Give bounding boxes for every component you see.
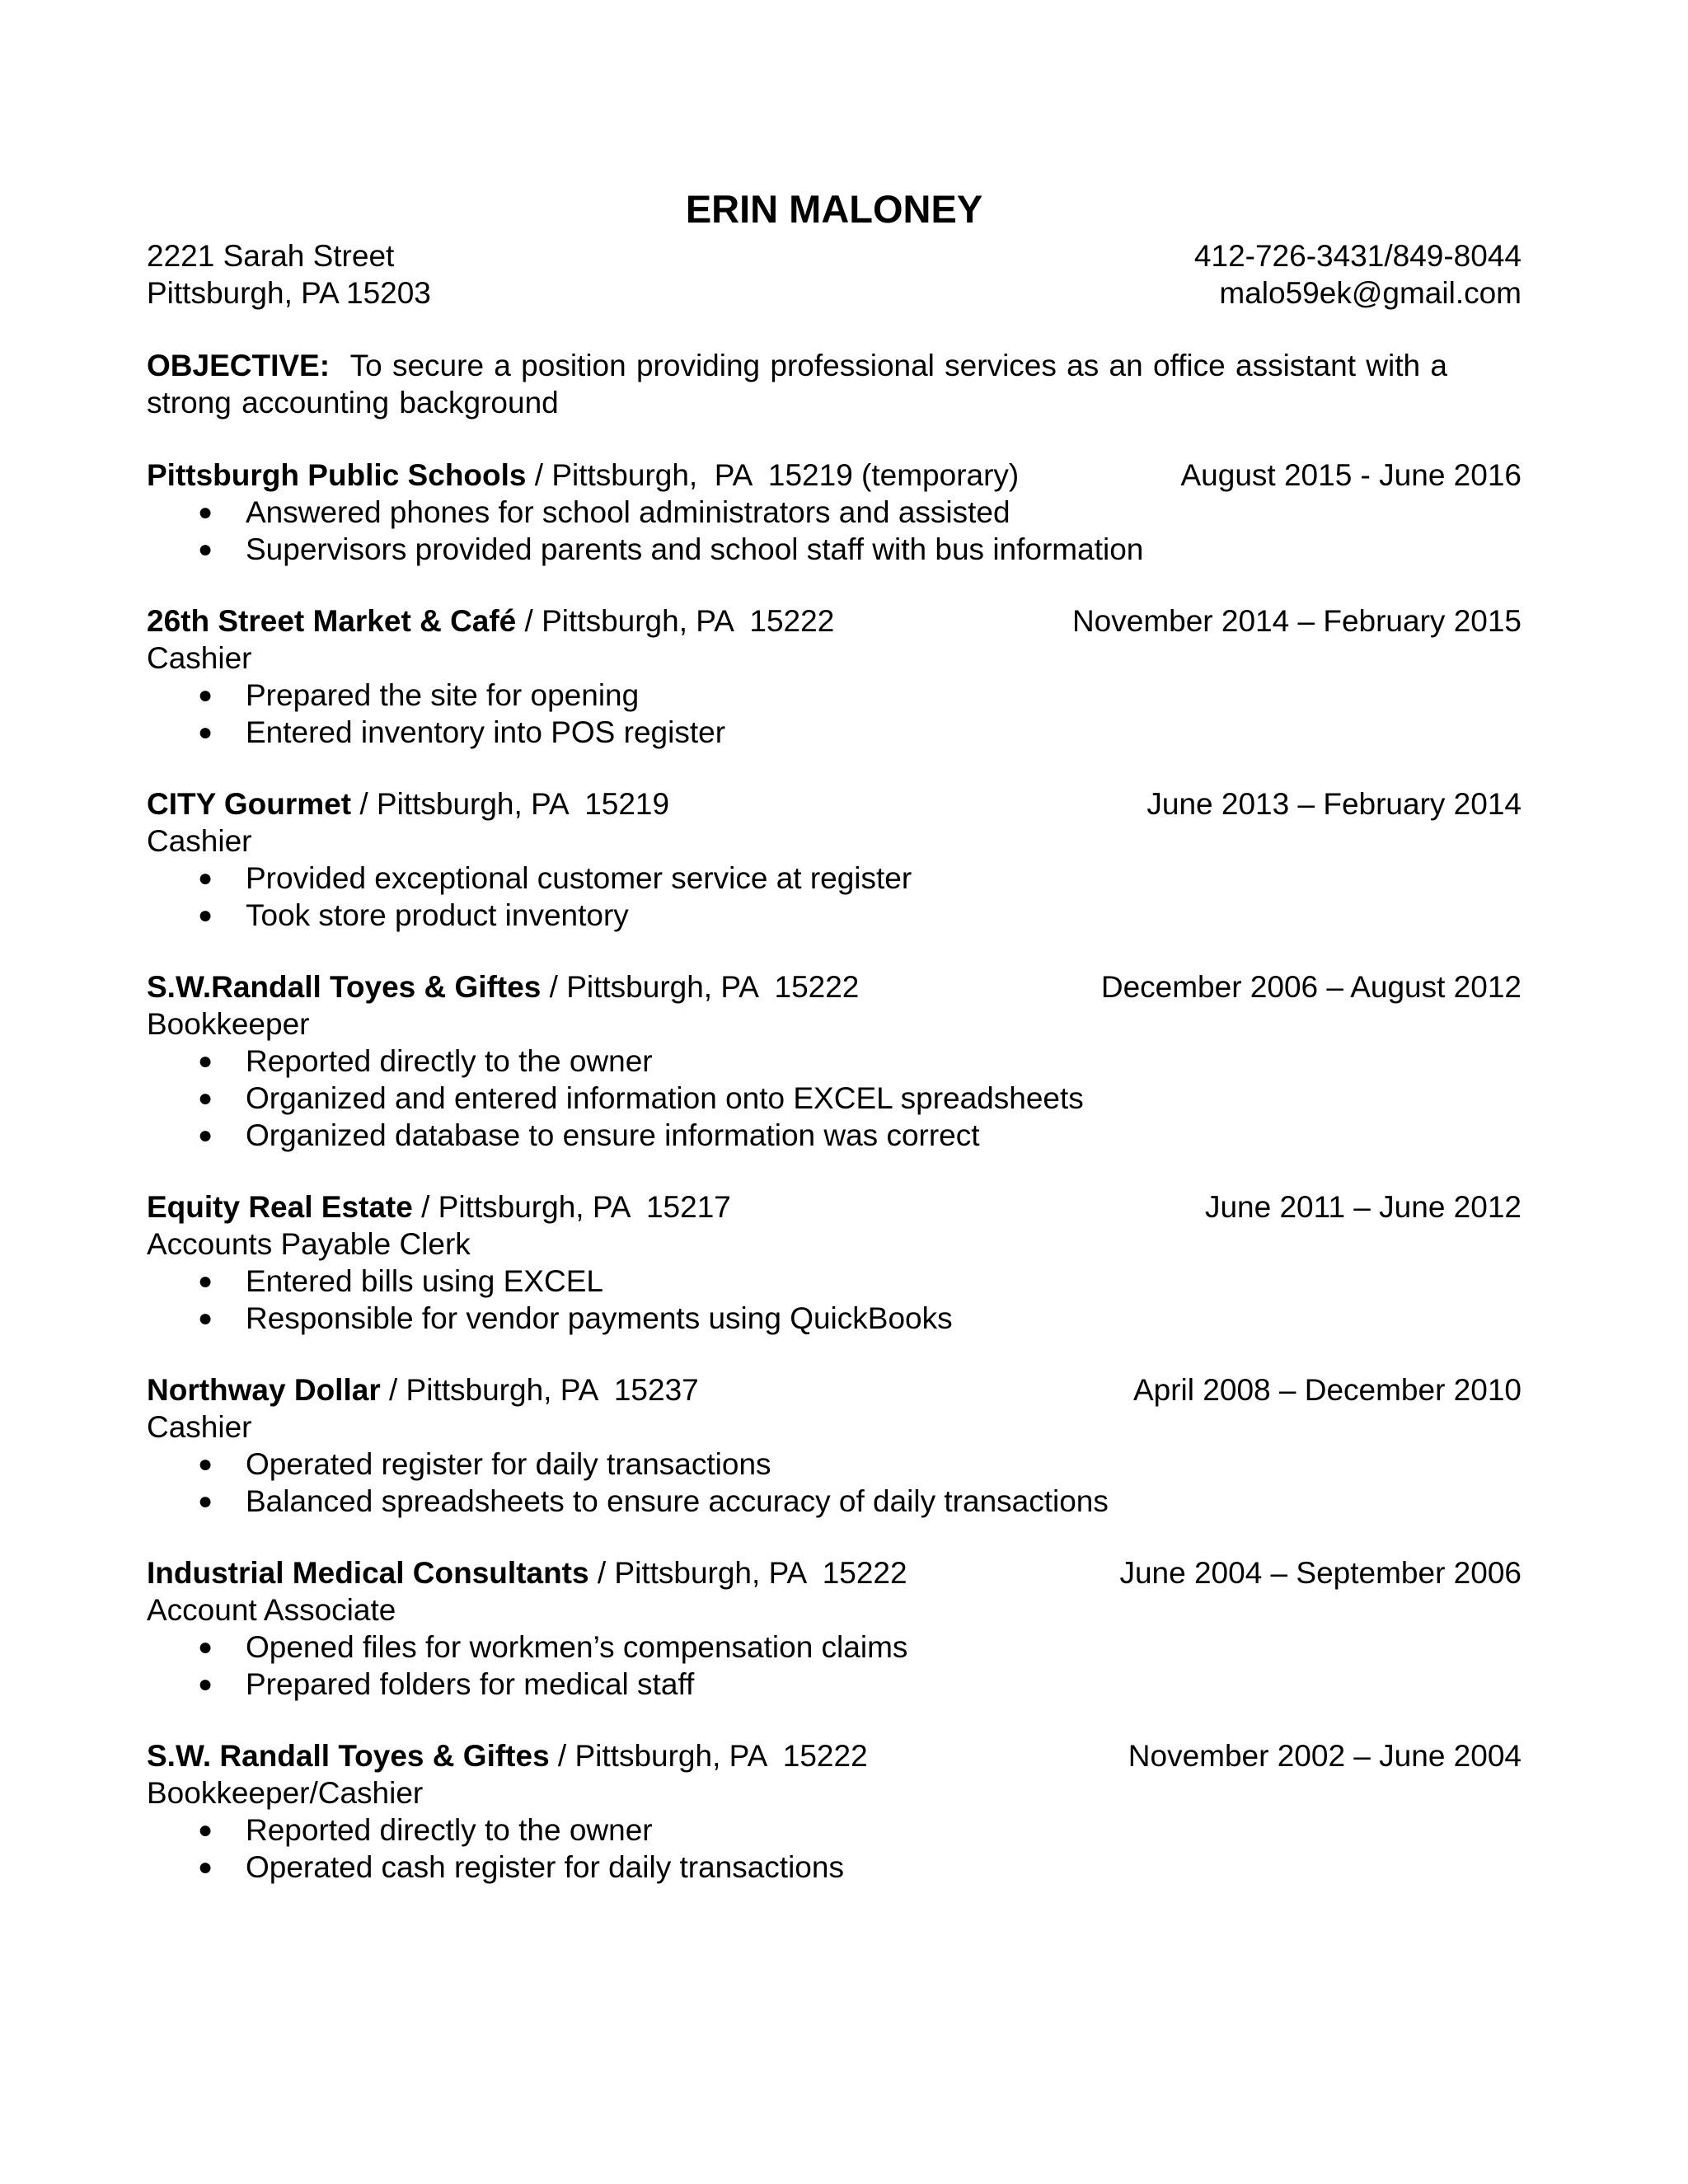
job-header [147,968,1522,1005]
job-duties [147,1263,1522,1337]
job-header [147,1737,1522,1774]
job-employer [147,1188,731,1226]
resume-page [147,188,1522,1886]
job-title: Cashier [147,824,252,858]
duty-item [147,1849,1522,1886]
job-header [147,457,1522,494]
duty-text: Provided exceptional customer service at register [246,861,912,895]
job-header [147,1554,1522,1591]
duty-item [147,531,1522,568]
job-employer [147,1737,868,1774]
job-duties [147,1043,1522,1154]
job-entry [147,785,1522,934]
job-duties [147,494,1522,568]
duty-item [147,860,1522,897]
resume-name: ERIN MALONEY [685,187,983,231]
duty-item [147,1043,1522,1080]
bullet-icon: ● [198,499,213,526]
duty-item [147,1629,1522,1666]
bullet-icon: ● [198,1305,213,1332]
objective-section [147,347,1522,421]
job-dates: November 2014 – February 2015 [1071,604,1522,638]
job-duties [147,1629,1522,1703]
company-location: / Pittsburgh, PA 15219 [351,787,670,821]
phone-number: 412-726-3431/849-8044 [1193,239,1522,273]
duty-text: Reported directly to the owner [246,1044,653,1078]
duty-text: Organized and entered information onto EXCEL spreadsheets [246,1081,1084,1115]
job-employer [147,457,1019,494]
company-name: Industrial Medical Consultants [147,1556,589,1590]
duty-text: Operated register for daily transactions [246,1447,771,1481]
job-dates: April 2008 – December 2010 [1132,1373,1522,1407]
duty-text: Operated cash register for daily transactions [246,1850,844,1884]
duty-text: Responsible for vendor payments using QuickBooks [246,1301,953,1335]
bullet-icon: ● [198,1671,213,1698]
experience-list [147,457,1522,1886]
company-location: / Pittsburgh, PA 15217 [412,1190,731,1224]
job-duties [147,860,1522,934]
bullet-icon: ● [198,1633,213,1661]
duty-text: Entered bills using EXCEL [246,1264,603,1298]
email-address: malo59ek@gmail.com [1219,276,1522,310]
bullet-icon: ● [198,1488,213,1515]
bullet-icon: ● [198,902,213,929]
job-entry [147,968,1522,1154]
duty-item [147,1300,1522,1337]
duty-text: Opened files for workmen’s compensation claims [246,1630,908,1664]
company-name: S.W. Randall Toyes & Giftes [147,1739,550,1773]
job-employer [147,602,834,640]
duty-item [147,494,1522,531]
duty-text: Prepared the site for opening [246,678,640,712]
objective-text: To secure a position providing professional services as an office assistant with a strong accounting background [147,349,1447,419]
duty-item [147,714,1522,751]
job-header [147,1188,1522,1226]
job-dates: August 2015 - June 2016 [1180,458,1522,492]
job-dates: December 2006 – August 2012 [1100,970,1522,1004]
job-duties [147,1811,1522,1886]
bullet-icon: ● [198,1451,213,1478]
duty-text: Prepared folders for medical staff [246,1667,695,1701]
duty-text: Took store product inventory [246,898,629,932]
job-entry [147,1737,1522,1886]
job-entry [147,1554,1522,1703]
bullet-icon: ● [198,682,213,709]
job-title: Cashier [147,1410,252,1444]
objective-label: OBJECTIVE: [147,349,331,382]
duty-item [147,897,1522,934]
job-header [147,1371,1522,1408]
bullet-icon: ● [198,1816,213,1844]
duty-item [147,1483,1522,1520]
job-entry [147,1371,1522,1520]
job-title: Bookkeeper [147,1007,310,1041]
company-location: / Pittsburgh, PA 15222 [516,604,835,638]
duty-item [147,1811,1522,1849]
bullet-icon: ● [198,1122,213,1149]
duty-text: Answered phones for school administrators and assisted [246,495,1010,529]
company-name: CITY Gourmet [147,787,352,821]
duty-text: Supervisors provided parents and school staff with bus information [246,532,1144,566]
contact-row-2 [147,274,1522,312]
job-dates: June 2004 – September 2006 [1119,1556,1522,1590]
duty-text: Reported directly to the owner [246,1813,653,1847]
street-address: 2221 Sarah Street [147,239,395,273]
bullet-icon: ● [198,865,213,892]
job-title: Bookkeeper/Cashier [147,1776,424,1810]
duty-text: Organized database to ensure information was correct [246,1118,980,1152]
duty-item [147,1446,1522,1483]
duty-text: Entered inventory into POS register [246,715,726,749]
job-dates: June 2011 – June 2012 [1204,1190,1522,1224]
contact-row-1 [147,237,1522,274]
bullet-icon: ● [198,1268,213,1295]
company-name: S.W.Randall Toyes & Giftes [147,970,542,1004]
job-dates: November 2002 – June 2004 [1128,1739,1522,1773]
bullet-icon: ● [198,1085,213,1112]
job-duties [147,1446,1522,1520]
bullet-icon: ● [198,1047,213,1075]
job-title: Account Associate [147,1593,396,1627]
company-location: / Pittsburgh, PA 15219 (temporary) [526,458,1020,492]
company-location: / Pittsburgh, PA 15222 [549,1739,868,1773]
company-name: 26th Street Market & Café [147,604,517,638]
job-employer [147,785,669,823]
city-address: Pittsburgh, PA 15203 [147,276,431,310]
job-employer [147,968,859,1005]
duty-item [147,677,1522,714]
duty-item [147,1080,1522,1117]
company-location: / Pittsburgh, PA 15222 [541,970,860,1004]
company-location: / Pittsburgh, PA 15222 [588,1556,907,1590]
bullet-icon: ● [198,1854,213,1881]
job-title: Accounts Payable Clerk [147,1227,471,1261]
company-name: Equity Real Estate [147,1190,413,1224]
job-entry [147,602,1522,751]
bullet-icon: ● [198,536,213,563]
job-employer [147,1371,699,1408]
duty-item [147,1666,1522,1703]
job-dates: June 2013 – February 2014 [1146,787,1522,821]
job-entry [147,457,1522,568]
company-name: Pittsburgh Public Schools [147,458,527,492]
job-header [147,602,1522,640]
duty-item [147,1117,1522,1154]
duty-text: Balanced spreadsheets to ensure accuracy of daily transactions [246,1484,1109,1518]
job-entry [147,1188,1522,1337]
job-duties [147,677,1522,751]
company-location: / Pittsburgh, PA 15237 [380,1373,699,1407]
company-name: Northway Dollar [147,1373,381,1407]
job-employer [147,1554,907,1591]
bullet-icon: ● [198,719,213,746]
job-title: Cashier [147,641,252,675]
job-header [147,785,1522,823]
duty-item [147,1263,1522,1300]
